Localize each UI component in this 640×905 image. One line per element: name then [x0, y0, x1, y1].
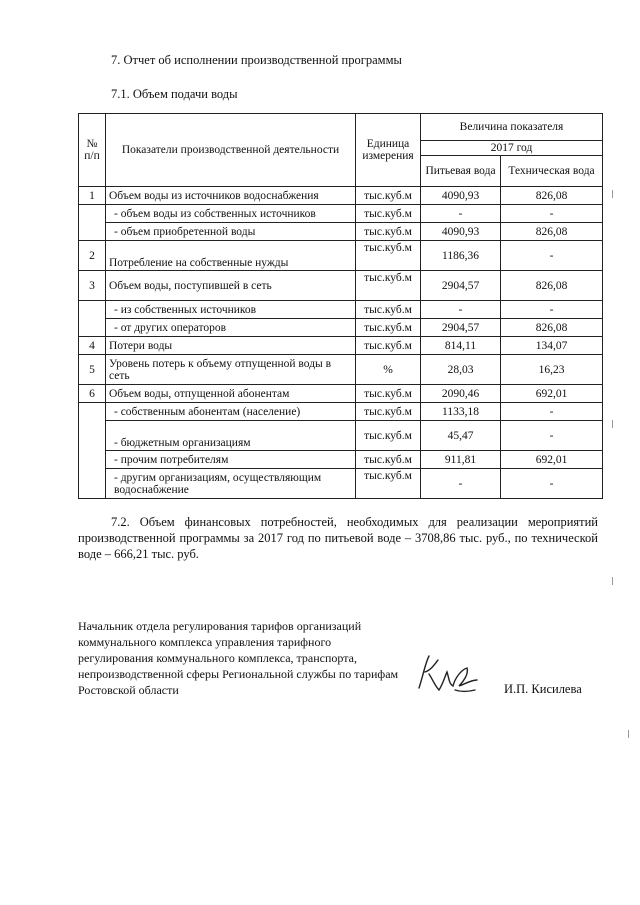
handwritten-signature-icon — [405, 650, 485, 698]
row-num: 3 — [79, 271, 106, 301]
row-drinking: - — [421, 205, 501, 223]
row-unit: тыс.куб.м — [356, 403, 421, 421]
table-row — [79, 271, 603, 301]
scan-mark — [612, 190, 613, 198]
header-drinking: Питьевая вода — [421, 156, 501, 187]
row-drinking: 1186,36 — [421, 241, 501, 271]
row-technical: 692,01 — [501, 451, 603, 469]
row-name: Объем воды из источников водоснабжения — [106, 187, 356, 205]
row-drinking: - — [421, 301, 501, 319]
row-drinking: 4090,93 — [421, 223, 501, 241]
row-name: Уровень потерь к объему отпущенной воды в сеть — [106, 355, 356, 385]
row-drinking: 2090,46 — [421, 385, 501, 403]
scan-mark — [628, 730, 629, 738]
table-row — [79, 469, 603, 499]
row-num: 1 — [79, 187, 106, 205]
row-num: 2 — [79, 241, 106, 271]
row-technical: - — [501, 403, 603, 421]
row-name: - бюджетным организациям — [106, 421, 356, 451]
row-drinking: 28,03 — [421, 355, 501, 385]
row-name: - объем приобретенной воды — [106, 223, 356, 241]
row-name: Объем воды, отпущенной абонентам — [106, 385, 356, 403]
row-name: - собственным абонентам (население) — [106, 403, 356, 421]
row-technical: - — [501, 421, 603, 451]
row-technical: 826,08 — [501, 187, 603, 205]
header-unit: Единица измерения — [356, 114, 421, 187]
section-7-1-heading: 7.1. Объем подачи воды — [111, 87, 238, 101]
row-drinking: 1133,18 — [421, 403, 501, 421]
section-7-2-paragraph: 7.2. Объем финансовых потребностей, необходимых для реализации мероприятий производственной программы за 2017 год по питьевой воде – 3708,86 тыс. руб., по технической воде – 666,21 тыс. руб. — [78, 515, 598, 561]
row-technical: - — [501, 241, 603, 271]
signatory-name: И.П. Кисилева — [504, 682, 582, 696]
table-row — [79, 337, 603, 355]
table-row — [79, 187, 603, 205]
scan-mark — [612, 420, 613, 428]
table-row — [79, 223, 603, 241]
header-value: Величина показателя — [421, 114, 603, 141]
table-row — [79, 301, 603, 319]
row-name: Потери воды — [106, 337, 356, 355]
row-drinking: 911,81 — [421, 451, 501, 469]
row-technical: 826,08 — [501, 271, 603, 301]
row-unit: тыс.куб.м — [356, 223, 421, 241]
row-name: Потребление на собственные нужды — [106, 241, 356, 271]
row-unit: тыс.куб.м — [356, 385, 421, 403]
row-num — [79, 205, 106, 241]
row-name: - от других операторов — [106, 319, 356, 337]
row-unit: тыс.куб.м — [356, 469, 421, 499]
row-drinking: 2904,57 — [421, 319, 501, 337]
row-drinking: - — [421, 469, 501, 499]
row-unit: тыс.куб.м — [356, 451, 421, 469]
header-technical: Техническая вода — [501, 156, 603, 187]
table-row — [79, 319, 603, 337]
scan-mark — [612, 577, 613, 585]
row-unit: тыс.куб.м — [356, 271, 421, 301]
row-unit: тыс.куб.м — [356, 301, 421, 319]
row-technical: 826,08 — [501, 319, 603, 337]
row-technical: - — [501, 205, 603, 223]
header-indicator: Показатели производственной деятельности — [106, 114, 356, 187]
row-technical: - — [501, 301, 603, 319]
row-unit: тыс.куб.м — [356, 421, 421, 451]
row-name: - другим организациям, осуществляющим водоснабжение — [106, 469, 356, 499]
row-num — [79, 403, 106, 499]
row-num: 5 — [79, 355, 106, 385]
row-unit: тыс.куб.м — [356, 241, 421, 271]
row-drinking: 4090,93 — [421, 187, 501, 205]
row-technical: 692,01 — [501, 385, 603, 403]
row-technical: 16,23 — [501, 355, 603, 385]
row-technical: - — [501, 469, 603, 499]
row-unit: тыс.куб.м — [356, 337, 421, 355]
table-row — [79, 385, 603, 403]
table-row — [79, 421, 603, 451]
row-unit: тыс.куб.м — [356, 319, 421, 337]
row-unit: тыс.куб.м — [356, 187, 421, 205]
row-technical: 134,07 — [501, 337, 603, 355]
row-unit: тыс.куб.м — [356, 205, 421, 223]
row-name: - объем воды из собственных источников — [106, 205, 356, 223]
row-technical: 826,08 — [501, 223, 603, 241]
row-num: 4 — [79, 337, 106, 355]
table-row — [79, 205, 603, 223]
table-row — [79, 403, 603, 421]
table-row — [79, 451, 603, 469]
water-supply-table — [78, 113, 603, 499]
row-drinking: 814,11 — [421, 337, 501, 355]
row-num — [79, 301, 106, 337]
row-drinking: 2904,57 — [421, 271, 501, 301]
row-unit: % — [356, 355, 421, 385]
table-row — [79, 241, 603, 271]
row-name: - прочим потребителям — [106, 451, 356, 469]
header-num: № п/п — [79, 114, 106, 187]
row-name: - из собственных источников — [106, 301, 356, 319]
header-year: 2017 год — [421, 141, 603, 156]
section-7-heading: 7. Отчет об исполнении производственной программы — [111, 53, 402, 67]
row-name: Объем воды, поступившей в сеть — [106, 271, 356, 301]
table-row — [79, 355, 603, 385]
row-drinking: 45,47 — [421, 421, 501, 451]
row-num: 6 — [79, 385, 106, 403]
signatory-position: Начальник отдела регулирования тарифов организаций коммунального комплекса управления тарифного регулирования коммунального комплекса, транспорта, непроизводственной сферы Региональной службы по тарифам Ростовской области — [78, 619, 399, 697]
